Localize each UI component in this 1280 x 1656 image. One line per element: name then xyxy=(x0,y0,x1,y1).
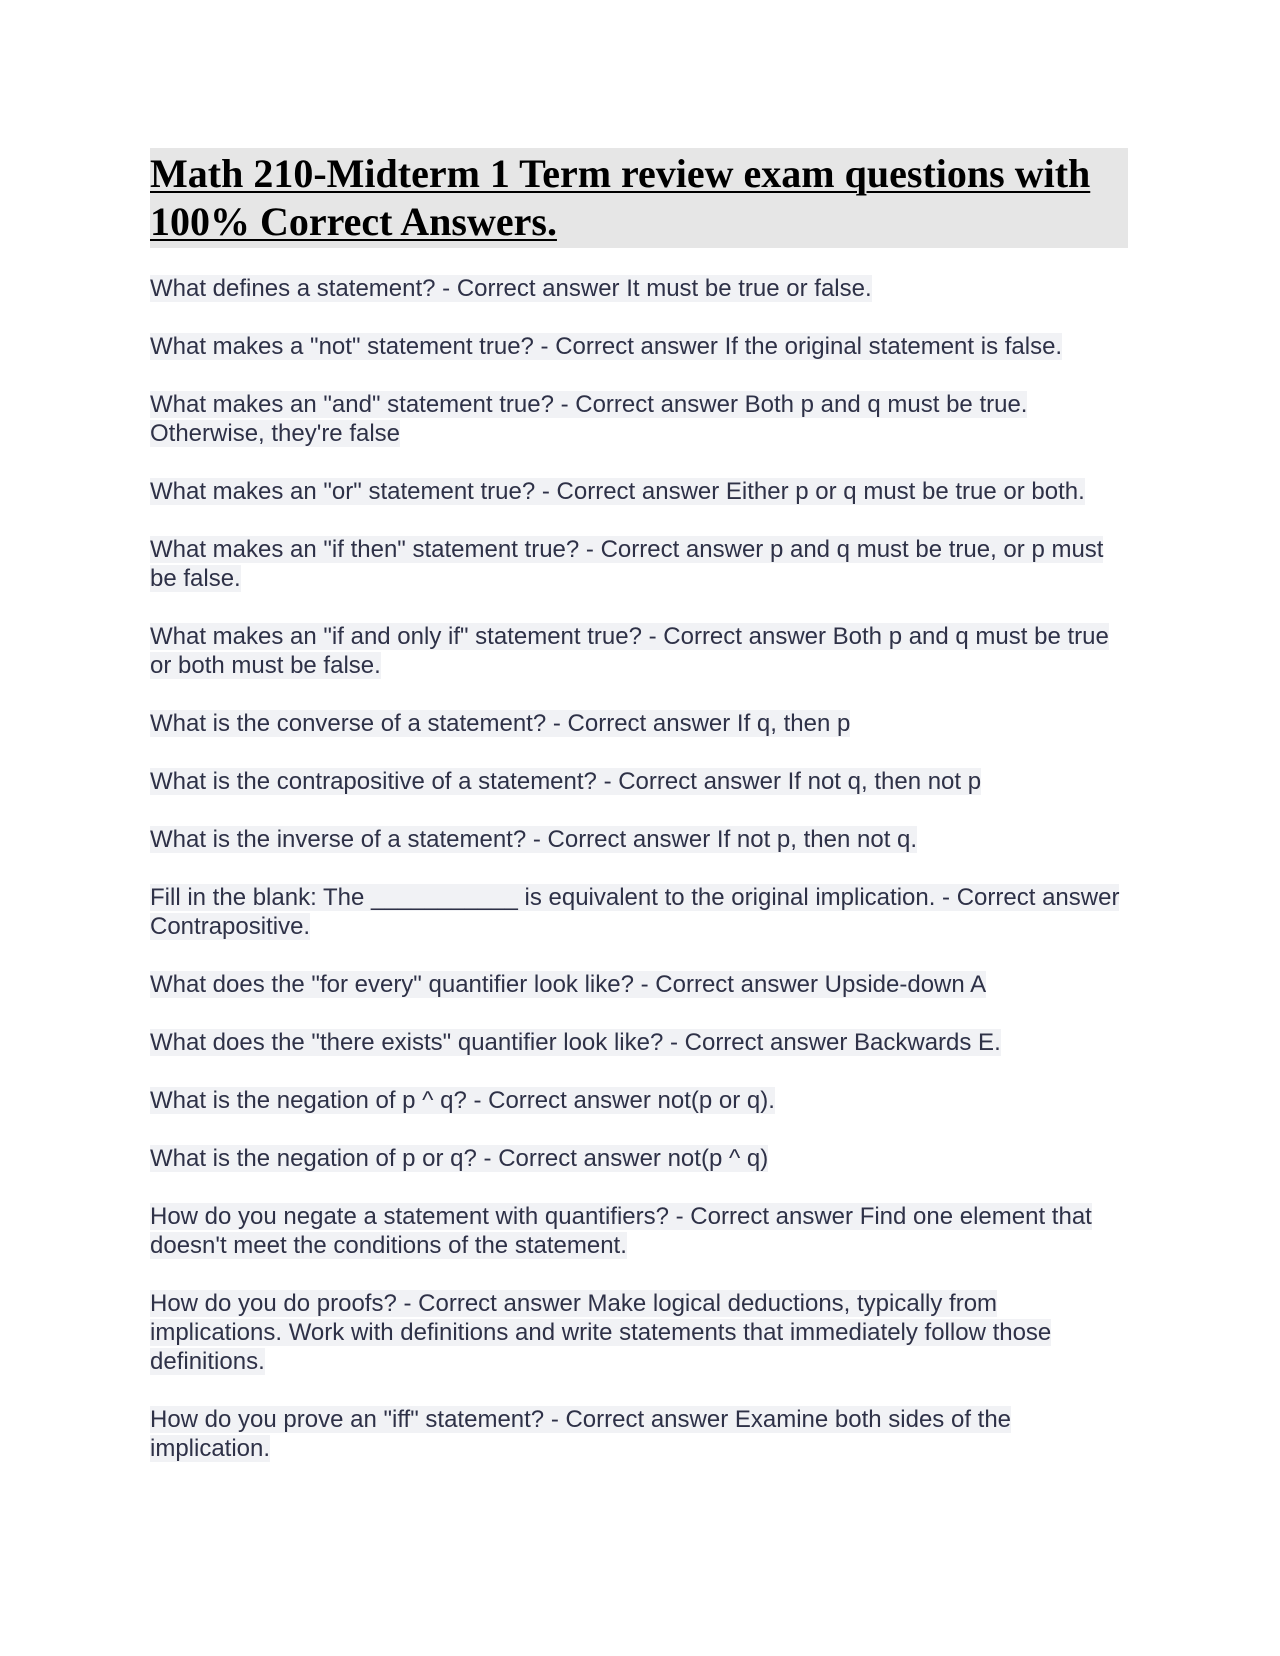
qa-item: What makes an "if then" statement true? - Correct answer p and q must be true, or p must be false. xyxy=(150,536,1104,592)
qa-item: What does the "for every" quantifier look like? - Correct answer Upside-down A xyxy=(150,971,987,998)
document-page xyxy=(150,148,1128,1492)
qa-item: What defines a statement? - Correct answer It must be true or false. xyxy=(150,275,872,302)
qa-item: What makes an "or" statement true? - Correct answer Either p or q must be true or both. xyxy=(150,478,1085,505)
qa-item: What is the negation of p ^ q? - Correct answer not(p or q). xyxy=(150,1087,775,1114)
qa-item: How do you do proofs? - Correct answer Make logical deductions, typically from implications. Work with definitions and write statements that immediately follow those definitions. xyxy=(150,1290,1052,1375)
qa-item: Fill in the blank: The ___________ is equivalent to the original implication. - Correct answer Contrapositive. xyxy=(150,884,1120,940)
qa-item: What is the converse of a statement? - Correct answer If q, then p xyxy=(150,710,851,737)
qa-item: How do you prove an "iff" statement? - Correct answer Examine both sides of the implication. xyxy=(150,1406,1012,1462)
qa-item: What makes an "if and only if" statement true? - Correct answer Both p and q must be true or both must be false. xyxy=(150,623,1109,679)
qa-list xyxy=(150,274,1128,1463)
title-block xyxy=(150,148,1128,248)
qa-item: What is the inverse of a statement? - Correct answer If not p, then not q. xyxy=(150,826,918,853)
document-title: Math 210-Midterm 1 Term review exam questions with 100% Correct Answers. xyxy=(150,151,1091,244)
qa-item: What does the "there exists" quantifier look like? - Correct answer Backwards E. xyxy=(150,1029,1001,1056)
qa-item: What makes a "not" statement true? - Correct answer If the original statement is false. xyxy=(150,333,1063,360)
qa-item: How do you negate a statement with quantifiers? - Correct answer Find one element that doesn't meet the conditions of the statement. xyxy=(150,1203,1092,1259)
qa-item: What makes an "and" statement true? - Correct answer Both p and q must be true. Otherwise, they're false xyxy=(150,391,1028,447)
qa-item: What is the contrapositive of a statement? - Correct answer If not q, then not p xyxy=(150,768,982,795)
qa-item: What is the negation of p or q? - Correct answer not(p ^ q) xyxy=(150,1145,769,1172)
